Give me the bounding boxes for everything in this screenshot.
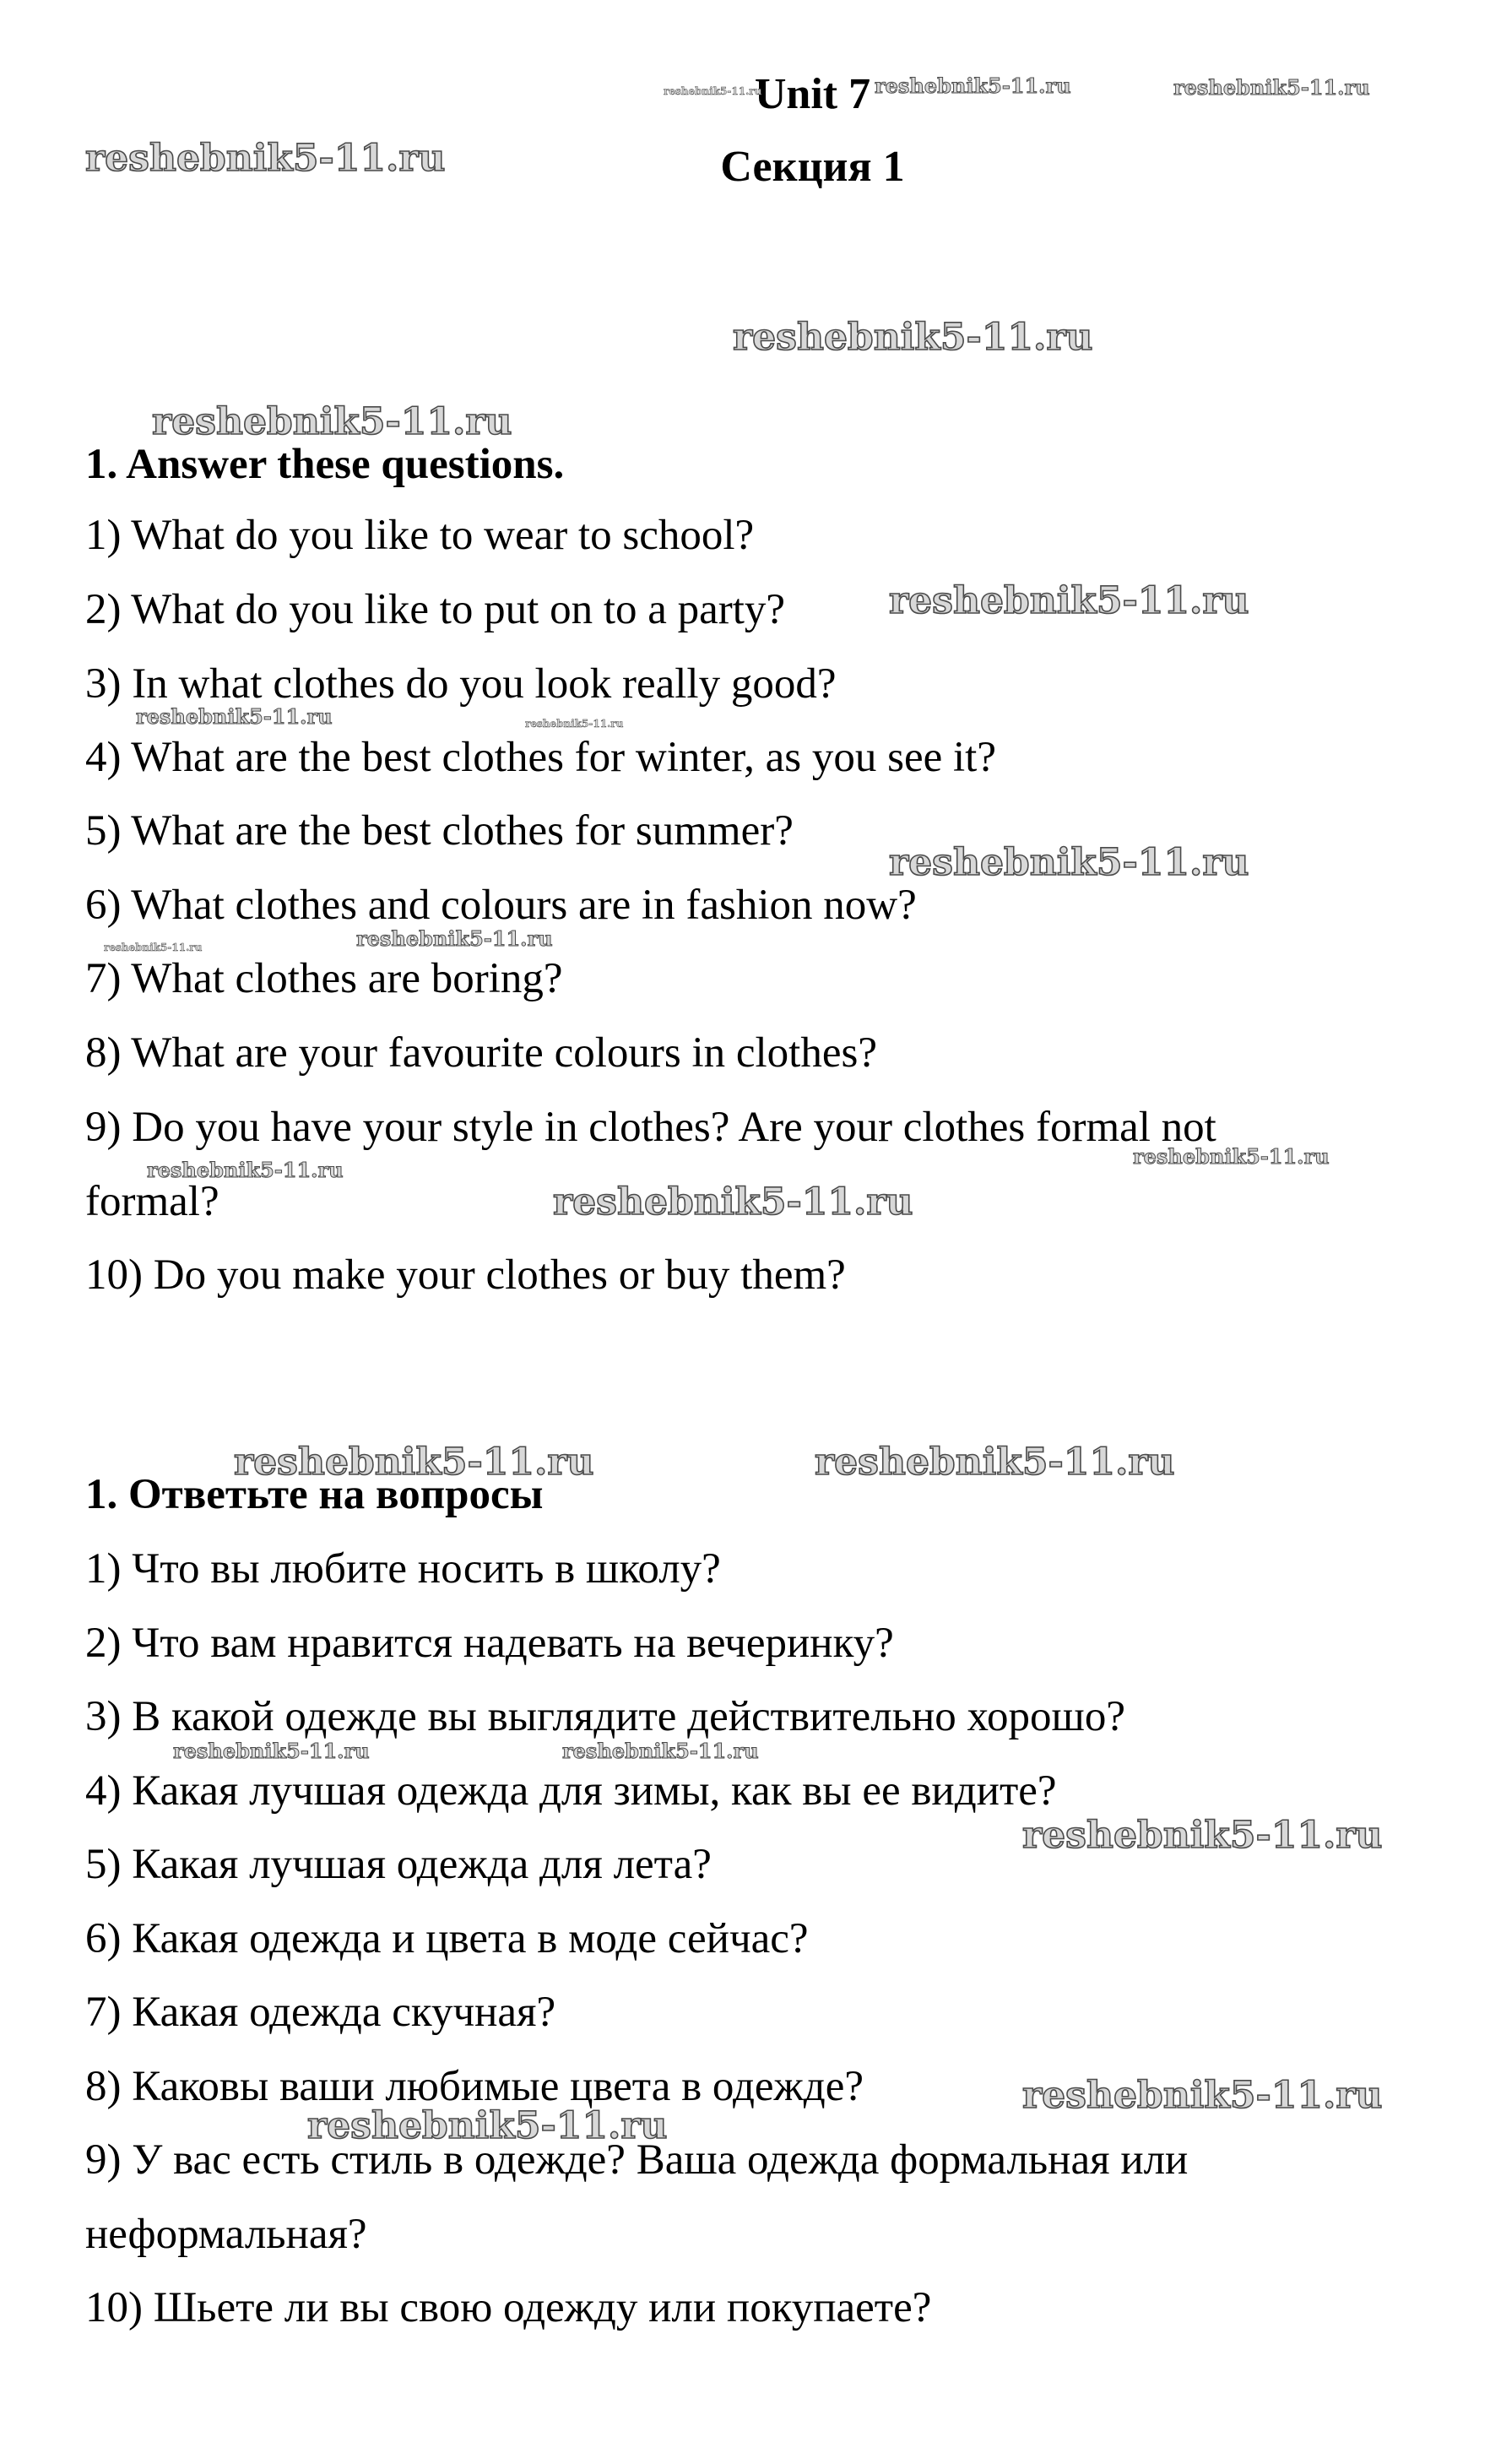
english-question-6: 6) What clothes and colours are in fashion now?	[85, 882, 917, 929]
watermark: reshebnik5-11.ru	[664, 85, 762, 97]
watermark: reshebnik5-11.ru	[525, 718, 624, 730]
watermark: reshebnik5-11.ru	[815, 1441, 1175, 1484]
english-question-1: 1) What do you like to wear to school?	[85, 512, 755, 559]
watermark: reshebnik5-11.ru	[307, 2104, 668, 2147]
english-question-3: 3) In what clothes do you look really good?	[85, 660, 837, 708]
russian-question-10: 10) Шьете ли вы свою одежду или покупаете?	[85, 2284, 932, 2331]
english-question-10: 10) Do you make your clothes or buy them?	[85, 1251, 846, 1299]
watermark: reshebnik5-11.ru	[875, 73, 1071, 98]
watermark: reshebnik5-11.ru	[356, 926, 553, 951]
russian-question-9-continued: неформальная?	[85, 2211, 367, 2258]
russian-question-3: 3) В какой одежде вы выглядите действительно хорошо?	[85, 1693, 1125, 1740]
watermark: reshebnik5-11.ru	[1022, 2074, 1383, 2117]
watermark: reshebnik5-11.ru	[733, 316, 1093, 359]
watermark: reshebnik5-11.ru	[553, 1180, 913, 1224]
russian-question-6: 6) Какая одежда и цвета в моде сейчас?	[85, 1915, 809, 1962]
english-heading: 1. Answer these questions.	[85, 441, 565, 488]
russian-question-5: 5) Какая лучшая одежда для лета?	[85, 1841, 712, 1888]
watermark: reshebnik5-11.ru	[1173, 75, 1370, 100]
watermark: reshebnik5-11.ru	[104, 942, 203, 953]
english-question-8: 8) What are your favourite colours in clothes?	[85, 1029, 877, 1077]
watermark: reshebnik5-11.ru	[1133, 1144, 1330, 1169]
watermark: reshebnik5-11.ru	[562, 1739, 759, 1763]
russian-heading: 1. Ответьте на вопросы	[85, 1471, 544, 1518]
russian-question-8: 8) Каковы ваши любимые цвета в одежде?	[85, 2063, 864, 2110]
watermark: reshebnik5-11.ru	[1022, 1814, 1383, 1857]
watermark: reshebnik5-11.ru	[173, 1739, 370, 1763]
english-question-5: 5) What are the best clothes for summer?	[85, 807, 794, 855]
english-question-9-continued: formal?	[85, 1178, 219, 1225]
english-question-7: 7) What clothes are boring?	[85, 955, 563, 1002]
watermark: reshebnik5-11.ru	[234, 1441, 594, 1484]
watermark: reshebnik5-11.ru	[152, 400, 512, 443]
russian-question-9: 9) У вас есть стиль в одежде? Ваша одежда формальная или	[85, 2136, 1189, 2184]
watermark: reshebnik5-11.ru	[889, 579, 1249, 622]
section-title: Секция 1	[720, 143, 905, 191]
english-question-9: 9) Do you have your style in clothes? Are your clothes formal not	[85, 1104, 1216, 1151]
english-question-4: 4) What are the best clothes for winter, as you see it?	[85, 734, 996, 781]
russian-question-1: 1) Что вы любите носить в школу?	[85, 1545, 721, 1593]
watermark: reshebnik5-11.ru	[136, 704, 333, 729]
english-question-2: 2) What do you like to put on to a party?	[85, 586, 786, 633]
russian-question-2: 2) Что вам нравится надевать на вечеринку?	[85, 1620, 894, 1667]
russian-question-4: 4) Какая лучшая одежда для зимы, как вы ее видите?	[85, 1767, 1057, 1815]
russian-question-7: 7) Какая одежда скучная?	[85, 1989, 556, 2036]
watermark: reshebnik5-11.ru	[889, 841, 1249, 884]
watermark: reshebnik5-11.ru	[147, 1158, 344, 1182]
unit-title: Unit 7	[754, 70, 871, 118]
watermark: reshebnik5-11.ru	[85, 137, 446, 180]
